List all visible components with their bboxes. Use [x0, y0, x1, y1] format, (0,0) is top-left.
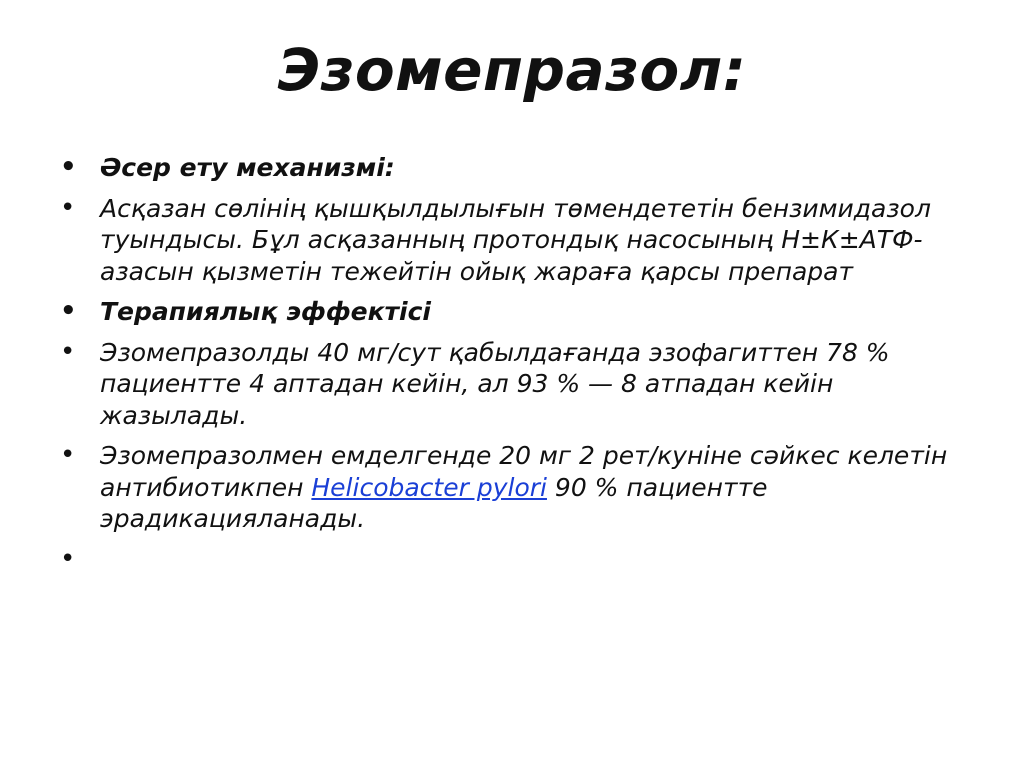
helicobacter-text-before: Эзомепразолмен емделгенде 20 мг 2 рет/куніне сәйкес келетін антибиотикпен: [100, 441, 948, 502]
bullet-helicobacter-text: [56, 440, 976, 535]
bullet-empty: [56, 544, 976, 578]
helicobacter-link[interactable]: Helicobacter pylori: [311, 472, 547, 502]
bullet-mechanism-heading: • Әсер ету механизмі:: [56, 152, 976, 184]
helicobacter-text-after: 90 % пациентте эрадикацияланады.: [100, 472, 768, 533]
bullet-esophagitis-text: • Эзомепразолды 40 мг/сут қабылдағанда эзофагиттен 78 % пациентте 4 аптадан кейін, ал 93 % — 8 атпадан кейін жазылады.: [56, 337, 976, 432]
bullet-list: [56, 152, 976, 587]
slide-title: Эзомепразол:: [277, 36, 747, 104]
bullet-effect-heading: • Терапиялық эффектісі: [56, 296, 976, 328]
bullet-mechanism-text: • Асқазан сөлінің қышқылдылығын төмендететін бензимидазол туындысы. Бұл асқазанның протондық насосының Н±К±АТФ-азасын қызметін тежейтін ойық жараға қарсы препарат: [56, 193, 976, 288]
